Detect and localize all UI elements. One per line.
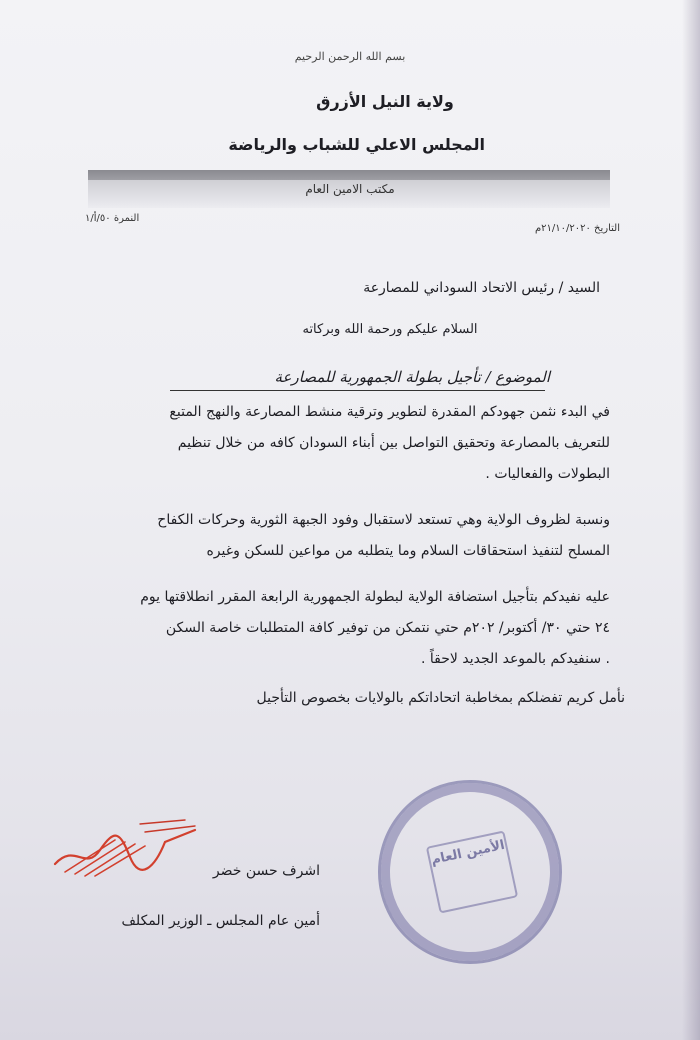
state-name: ولاية النيل الأزرق	[316, 92, 454, 111]
paragraph-line: المسلح لتنفيذ استحقاقات السلام وما يتطلبه من مواعين للسكن وغيره	[206, 543, 610, 559]
closing-request: نأمل كريم تفضلكم بمخاطبة اتحاداتكم بالولايات بخصوص التأجيل	[256, 690, 625, 706]
subject-line: الموضوع / تأجيل بطولة الجمهورية للمصارعة	[274, 368, 550, 386]
addressee: السيد / رئيس الاتحاد السوداني للمصارعة	[363, 280, 600, 296]
reference-number: النمرة ٥٠/أ/١	[85, 213, 140, 224]
greeting: السلام عليكم ورحمة الله وبركاته	[302, 322, 478, 337]
council-name: المجلس الاعلي للشباب والرياضة	[228, 135, 485, 154]
paragraph-decision	[70, 582, 610, 675]
paragraph-line: عليه نفيدكم بتأجيل استضافة الولاية لبطولة الجمهورية الرابعة المقرر انطلاقتها يوم	[140, 589, 610, 605]
paragraph-line: . سنفيدكم بالموعد الجديد لاحقاً .	[421, 651, 610, 667]
subject-underline	[170, 390, 545, 391]
paragraph-intro	[70, 397, 610, 490]
signatory-name: اشرف حسن خضر	[212, 863, 320, 879]
paragraph-line: في البدء نثمن جهودكم المقدرة لتطوير وترقية منشط المصارعة والنهج المتبع	[169, 404, 610, 420]
paragraph-line: ٢٤ حتي ٣٠/ أكتوبر/ ٢٠٢م حتي نتمكن من توفير كافة المتطلبات خاصة السكن	[165, 620, 610, 636]
document-date: التاريخ ٢١/١٠/٢٠٢٠م	[534, 223, 620, 234]
paragraph-line: ونسبة لظروف الولاية وهي تستعد لاستقبال وفود الجبهة الثورية وحركات الكفاح	[157, 512, 610, 528]
paragraph-reason	[70, 505, 610, 567]
paragraph-line: البطولات والفعاليات .	[485, 466, 610, 482]
stamp-center-label: الأمين العام	[426, 830, 518, 913]
paragraph-line: للتعريف بالمصارعة وتحقيق التواصل بين أبناء السودان كافه من خلال تنظيم	[177, 435, 610, 451]
office-label: مكتب الامين العام	[305, 182, 395, 196]
signatory-title: أمين عام المجلس ـ الوزير المكلف	[121, 913, 320, 929]
basmala: بسم الله الرحمن الرحيم	[294, 50, 406, 63]
